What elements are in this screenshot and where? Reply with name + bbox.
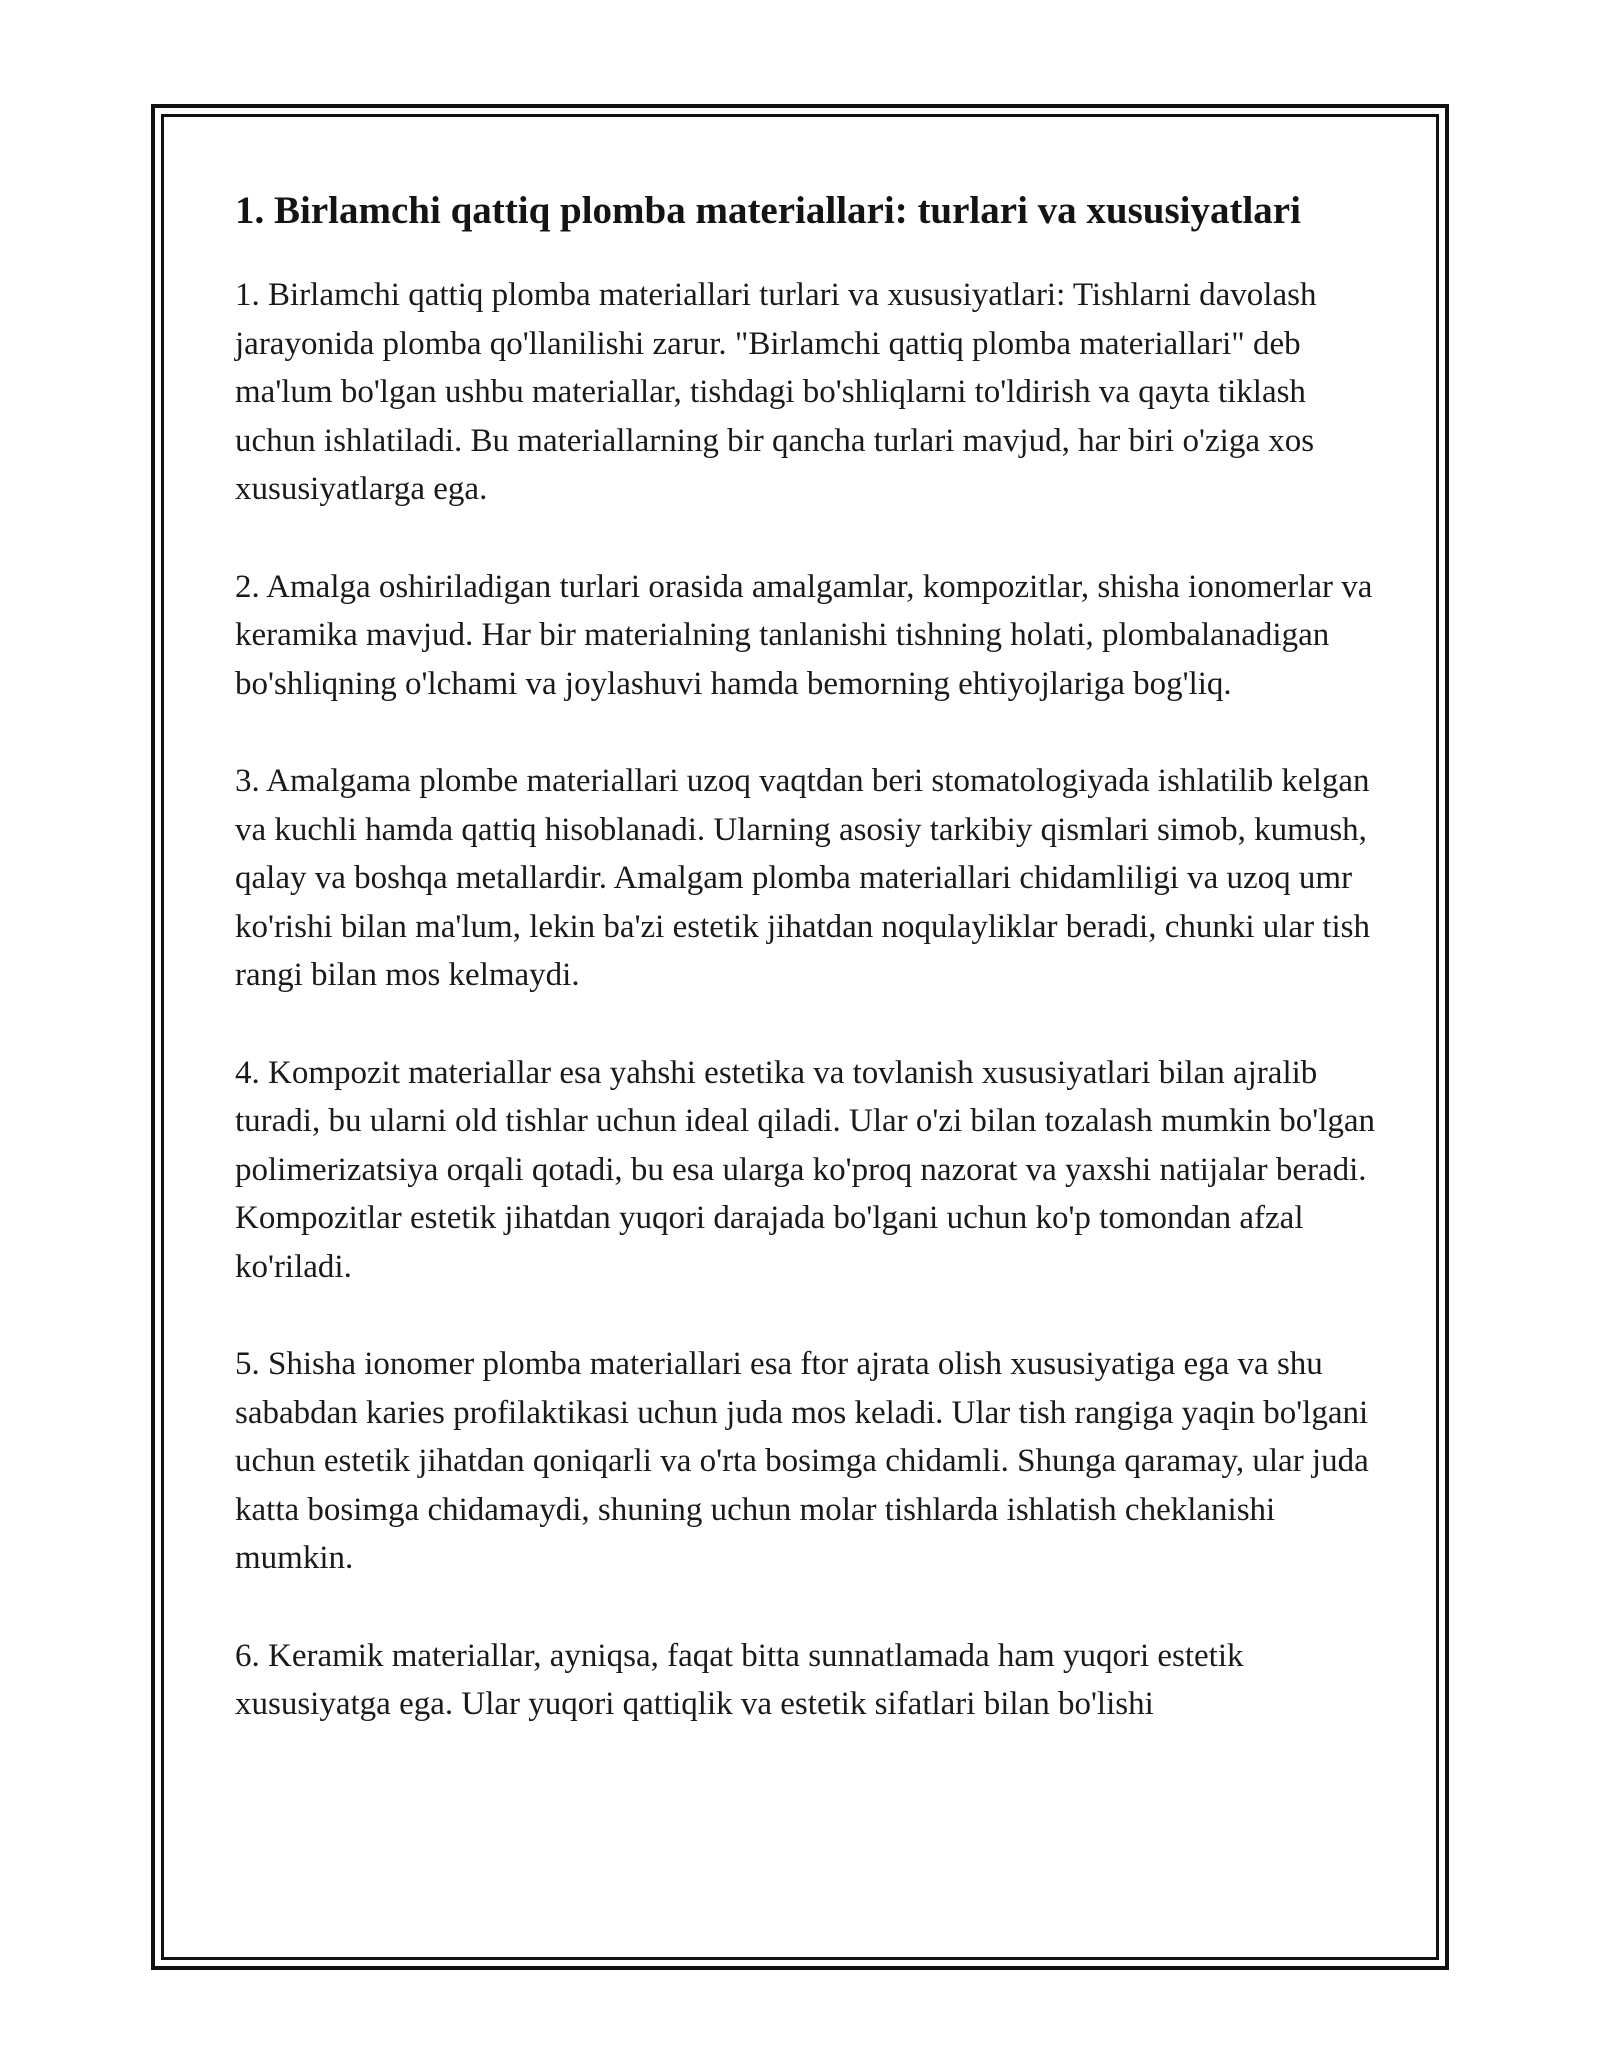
paragraph-5: 5. Shisha ionomer plomba materiallari esa ftor ajrata olish xususiyatiga ega va shu sababdan karies profilaktikasi uchun juda mos keladi. Ular tish rangiga yaqin bo'lgani uchun estetik jihatdan qoniqarli va o'rta bosimga chidamli. Shunga qaramay, ular juda katta bosimga chidamaydi, shuning uchun molar tishlarda ishlatish cheklanishi mumkin.: [235, 1346, 1369, 1576]
paragraph-2: 2. Amalga oshiriladigan turlari orasida amalgamlar, kompozitlar, shisha ionomerlar va keramika mavjud. Har bir materialning tanlanishi tishning holati, plombalanadigan bo'shliqning o'lchami va joylashuvi hamda bemorning ehtiyojlariga bog'liq.: [235, 568, 1373, 702]
document-body: [235, 183, 1380, 1778]
paragraph-6: 6. Keramik materiallar, ayniqsa, faqat bitta sunnatlamada ham yuqori estetik xususiyatga ega. Ular yuqori qattiqlik va estetik sifatlari bilan bo'lishi: [235, 1637, 1244, 1722]
paragraph-3: 3. Amalgama plombe materiallari uzoq vaqtdan beri stomatologiyada ishlatilib kelgan va kuchli hamda qattiq hisoblanadi. Ularning asosiy tarkibiy qismlari simob, kumush, qalay va boshqa metallardir. Amalgam plomba materiallari chidamliligi va uzoq umr ko'rishi bilan ma'lum, lekin ba'zi estetik jihatdan noqulayliklar beradi, chunki ular tish rangi bilan mos kelmaydi.: [235, 763, 1370, 993]
document-title: 1. Birlamchi qattiq plomba materiallari: turlari va xususiyatlari: [235, 189, 1301, 232]
paragraph-4: 4. Kompozit materiallar esa yahshi estetika va tovlanish xususiyatlari bilan ajralib turadi, bu ularni old tishlar uchun ideal qiladi. Ular o'zi bilan tozalash mumkin bo'lgan polimerizatsiya orqali qotadi, bu esa ularga ko'proq nazorat va yaxshi natijalar beradi. Kompozitlar estetik jihatdan yuqori darajada bo'lgani uchun ko'p tomondan afzal ko'riladi.: [235, 1054, 1376, 1285]
paragraph-1: 1. Birlamchi qattiq plomba materiallari turlari va xususiyatlari: Tishlarni davolash jarayonida plomba qo'llanilishi zarur. "Birlamchi qattiq plomba materiallari" deb ma'lum bo'lgan ushbu materiallar, tishdagi bo'shliqlarni to'ldirish va qayta tiklash uchun ishlatiladi. Bu materiallarning bir qancha turlari mavjud, har biri o'ziga xos xususiyatlarga ega.: [235, 277, 1317, 507]
